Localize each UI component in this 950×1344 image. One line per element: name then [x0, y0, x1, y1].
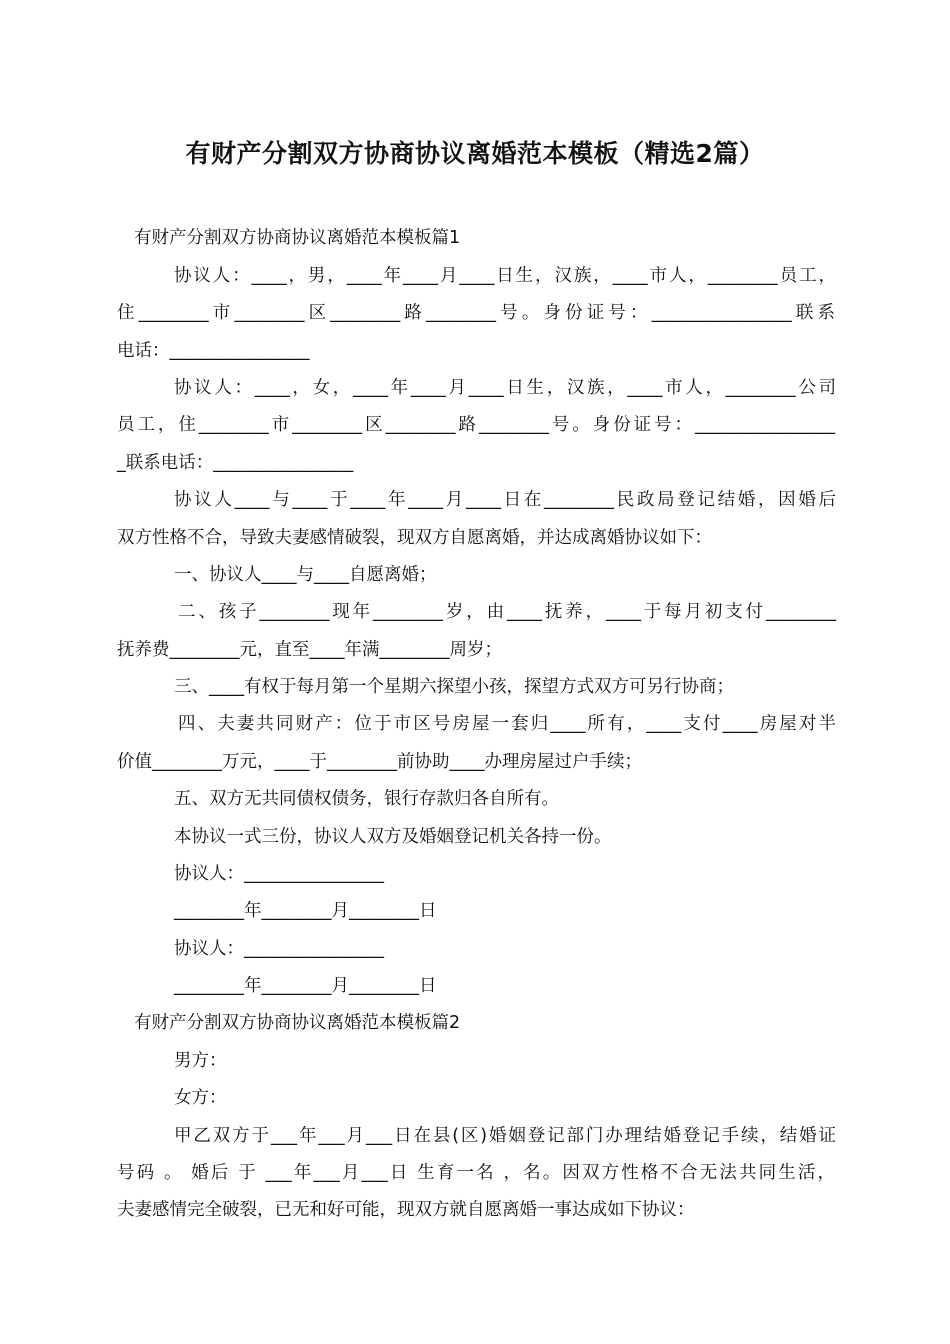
paragraph-line: 号码 。 婚后 于 ___年___月___日 生育一名 ，名。因双方性格不合无法共同生活， [117, 1163, 835, 1183]
date-line: ________年________月________日 [174, 976, 437, 996]
paragraph-line: 住________市________区________路________号。身份证号：________________联系 [117, 303, 835, 323]
man-line: 男方： [174, 1051, 227, 1071]
paragraph-line: 甲乙双方于___年___月___日在县(区)婚姻登记部门办理结婚登记手续，结婚证 [174, 1126, 836, 1146]
copies-note: 本协议一式三份，协议人双方及婚姻登记机关各持一份。 [174, 827, 612, 847]
woman-line: 女方： [174, 1088, 227, 1108]
agreement-item-1: 一、协议人____与____自愿离婚； [174, 565, 437, 585]
signature-line: 协议人：________________ [174, 939, 384, 959]
agreement-item-4: 四、夫妻共同财产：位于市区号房屋一套归____所有，____支付____房屋对半 [178, 714, 836, 734]
date-line: ________年________月________日 [174, 901, 437, 921]
paragraph-line: 夫妻感情完全破裂，已无和好可能，现双方就自愿离婚一事达成如下协议： [117, 1200, 695, 1220]
paragraph-line: 抚养费________元，直至____年满________周岁； [117, 640, 502, 660]
document-title: 有财产分割双方协商协议离婚范本模板（精选2篇） [185, 139, 765, 168]
section2-heading: 有财产分割双方协商协议离婚范本模板篇2 [134, 1013, 461, 1033]
signature-line: 协议人：________________ [174, 864, 384, 884]
section1-heading: 有财产分割双方协商协议离婚范本模板篇1 [134, 228, 461, 248]
agreement-item-3: 三、____有权于每月第一个星期六探望小孩，探望方式双方可另行协商； [174, 677, 734, 697]
paragraph-line: 价值________万元，____于________前协助____办理房屋过户手续； [117, 752, 642, 772]
agreement-item-5: 五、双方无共同债权债务，银行存款归各自所有。 [174, 789, 559, 809]
paragraph-line: 员工，住________市________区________路________号。身份证号：________________ [117, 415, 835, 435]
paragraph-line: 电话：________________ [117, 341, 310, 361]
paragraph-line: 协议人：____，男，____年____月____日生，汉族，____市人，________员工， [174, 266, 836, 286]
paragraph-line: 协议人：____，女，____年____月____日生，汉族，____市人，________公司 [174, 378, 836, 398]
agreement-item-2: 二、孩子________现年________岁，由____抚养，____于每月初支付________ [178, 602, 836, 622]
paragraph-line: 协议人____与____于____年____月____日在________民政局登记结婚，因婚后 [174, 490, 836, 510]
paragraph-line: _联系电话：________________ [117, 453, 354, 473]
paragraph-line: 双方性格不合，导致夫妻感情破裂，现双方自愿离婚，并达成离婚协议如下： [117, 528, 712, 548]
